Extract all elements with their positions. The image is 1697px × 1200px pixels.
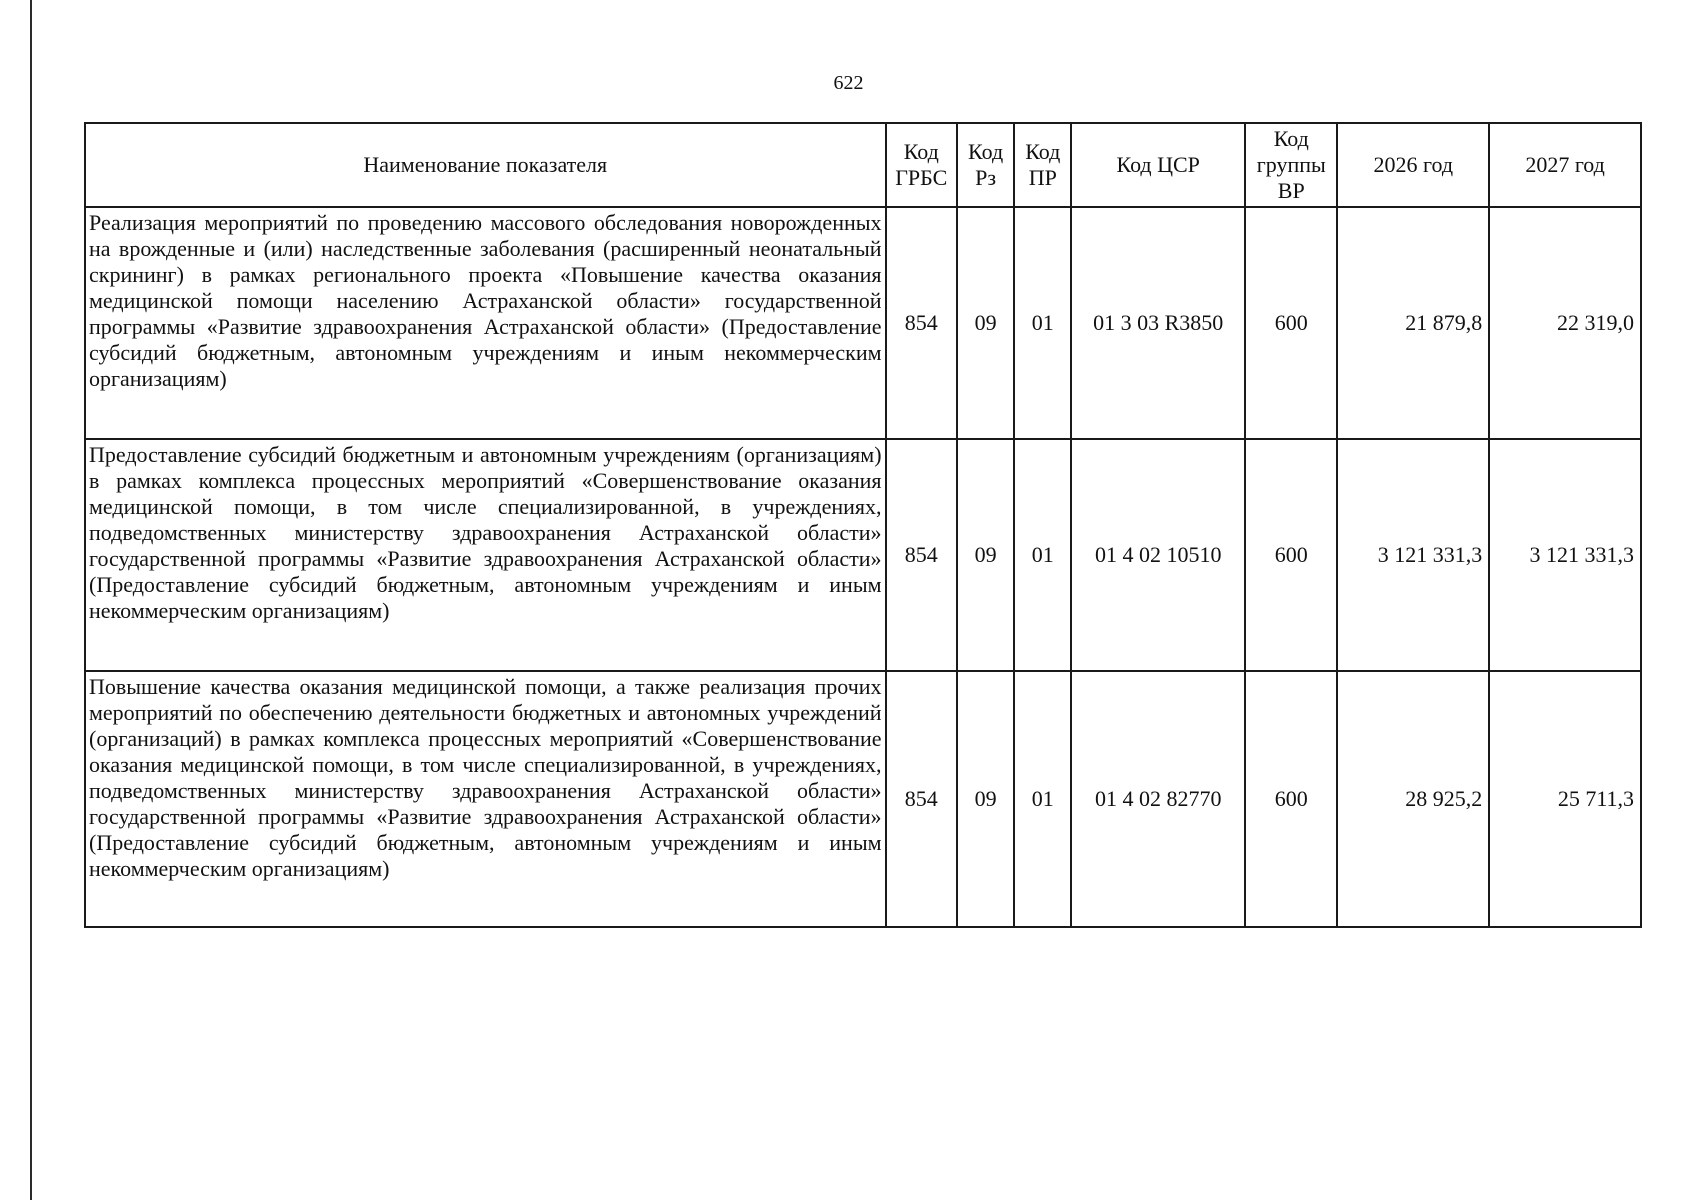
row-amount-2026: 3 121 331,3	[1337, 439, 1489, 671]
table-row	[85, 207, 1641, 439]
row-name: Повышение качества оказания медицинской помощи, а также реализация прочих мероприятий по обеспечению деятельности бюджетных и автономных учреждений (организаций) в рамках комплекса процессных мероприятий «Совершенствование оказания медицинской помощи, в том числе специализированной, в учреждениях, подведомственных министерству здравоохранения Астраханской области» государственной программы «Развитие здравоохранения Астраханской области» (Предоставление субсидий бюджетным, автономным учреждениям и иным некоммерческим организациям)	[85, 671, 886, 927]
row-csr: 01 4 02 82770	[1071, 671, 1245, 927]
page-number: 622	[833, 72, 864, 94]
row-vr: 600	[1245, 439, 1337, 671]
row-csr: 01 4 02 10510	[1071, 439, 1245, 671]
row-pr: 01	[1014, 671, 1071, 927]
row-amount-2026: 28 925,2	[1337, 671, 1489, 927]
row-grbs: 854	[886, 439, 957, 671]
row-amount-2026: 21 879,8	[1337, 207, 1489, 439]
row-pr: 01	[1014, 207, 1071, 439]
row-rz: 09	[957, 439, 1014, 671]
row-rz: 09	[957, 207, 1014, 439]
row-name: Предоставление субсидий бюджетным и автономным учреждениям (организациям) в рамках комплекса процессных мероприятий «Совершенствование оказания медицинской помощи, в том числе специализированной, в учреждениях, подведомственных министерству здравоохранения Астраханской области» государственной программы «Развитие здравоохранения Астраханской области» (Предоставление субсидий бюджетным, автономным учреждениям и иным некоммерческим организациям)	[85, 439, 886, 671]
row-grbs: 854	[886, 207, 957, 439]
row-name: Реализация мероприятий по проведению массового обследования новорожденных на врожденные и (или) наследственные заболевания (расширенный неонатальный скрининг) в рамках регионального проекта «Повышение качества оказания медицинской помощи населению Астраханской области» государственной программы «Развитие здравоохранения Астраханской области» (Предоставление субсидий бюджетным, автономным учреждениям и иным некоммерческим организациям)	[85, 207, 886, 439]
binding-edge-line	[30, 0, 32, 1200]
header-rz: Код Рз	[957, 123, 1014, 207]
budget-table	[84, 122, 1642, 928]
row-grbs: 854	[886, 671, 957, 927]
header-pr: Код ПР	[1014, 123, 1071, 207]
row-vr: 600	[1245, 207, 1337, 439]
table-row	[85, 671, 1641, 927]
header-csr: Код ЦСР	[1071, 123, 1245, 207]
header-name: Наименование показателя	[85, 123, 886, 207]
table-row	[85, 439, 1641, 671]
header-vr: Код группы ВР	[1245, 123, 1337, 207]
header-2027: 2027 год	[1489, 123, 1641, 207]
row-amount-2027: 3 121 331,3	[1489, 439, 1641, 671]
header-2026: 2026 год	[1337, 123, 1489, 207]
row-amount-2027: 25 711,3	[1489, 671, 1641, 927]
table-header-row	[85, 123, 1641, 207]
row-vr: 600	[1245, 671, 1337, 927]
row-pr: 01	[1014, 439, 1071, 671]
header-grbs: Код ГРБС	[886, 123, 957, 207]
row-csr: 01 3 03 R3850	[1071, 207, 1245, 439]
row-rz: 09	[957, 671, 1014, 927]
row-amount-2027: 22 319,0	[1489, 207, 1641, 439]
